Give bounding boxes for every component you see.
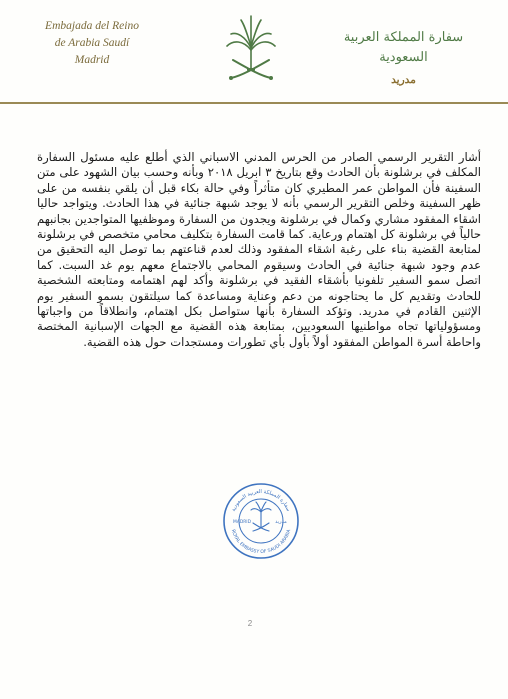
letterhead-spanish-line3: Madrid [74,54,110,66]
embassy-stamp-seal [221,481,301,561]
letterhead-spanish-line2: de Arabia Saudí [54,37,130,49]
letterhead-spanish [22,18,162,69]
stamp-bottom-text: ROYAL EMBASSY OF SAUDI ARABIA [229,529,293,556]
stamp-emblem-icon [251,502,271,531]
stamp-top-text: سفارة المملكة العربية السعودية [230,488,292,513]
stamp-city-text: مدريد [275,519,287,525]
page-number: 2 [247,619,253,628]
letterhead-arabic-name: سفارة المملكة العربية السعودية [343,30,464,65]
palm-swords-emblem-icon [223,10,279,86]
letter-body: أشار التقرير الرسمي الصادر من الحرس المدني الاسباني الذي أطلع عليه مسئول السفارة المكلف في برشلونة بأن الحادث وقع بتاريخ ٣ ابريل ٢٠١٨ وبأنه وحسب بيان الشهود على متن السفينة فأن المواطن عمر المطيري كان متأثراً وفي حالة بكاء قبل أن يلقي بنفسه من على ظهر السفينة وخلص التقرير الرسمي بأنه لا يوجد شبهة جنائية في هذا الحادث. ويتواجد حاليا اشقاء المفقود مشاري وكمال في برشلونة ويجدون من السفارة وموظفيها المتواجدين بجانبهم حالياً في برشلونة كل اهتمام ورعاية. كما قامت السفارة بتكليف محامي متخصص في برشلونة لمتابعة القضية بناء على رغبة اشقاء المفقود وذلك لعدم قناعتهم بما توصل اليه التحقيق من عدم وجود شبهة جنائية في الحادث وسيقوم المحامي بالاجتماع معهم يوم غد السبت. كما اتصل سمو السفير تلفونيا بأشقاء الفقيد في برشلونة وأكد لهم اهتمامه ومتابعته الشخصية للحادث وتقديم كل ما يحتاجونه من دعم وعناية ومساعدة كما سيلتقون بسمو السفير يوم الإثنين القادم في مدريد. وتؤكد السفارة بأنها ستواصل بكل اهتمام، وانطلاقاً من واجباتها ومسؤولياتها تجاه مواطنيها السعوديين، بمتابعة هذه القضية مع الجهات الإسبانية المختصة واحاطة أسرة المواطن المفقود أولاً بأول بأي تطورات ومستجدات حول هذه القضية. [37,150,481,349]
letterhead-arabic [326,28,481,88]
header-divider [0,102,508,104]
letterhead-spanish-line1: Embajada del Reino [45,20,139,32]
stamp-left-text: MADRID [233,520,251,525]
svg-text:سفارة المملكة العربية السعودية [231,489,291,513]
letterhead-arabic-city: مدريد [391,74,416,86]
